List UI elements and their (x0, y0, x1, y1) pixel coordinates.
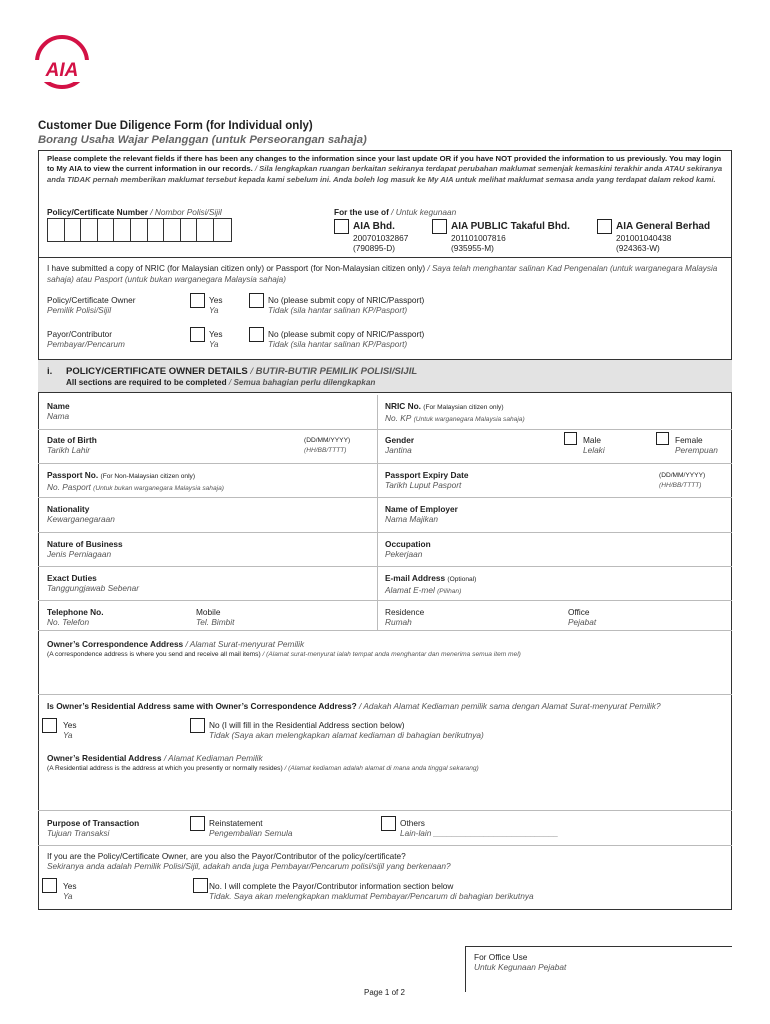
same-yes-checkbox[interactable] (42, 718, 57, 733)
aia-general-checkbox[interactable] (597, 219, 612, 234)
nationality-label: Nationality Kewarganegaraan (47, 504, 115, 524)
submitted-statement: I have submitted a copy of NRIC (for Malaysian citizen only) or Passport (for Non-Malaysian citizen only) / Saya telah menghantar salinan Kad Pengenalan (untuk warganegara Malaysia sahaja) atau Pasport (untuk bukan warganegara Malaysia sahaja) (47, 264, 718, 284)
payor-no-label: No (please submit copy of NRIC/Passport) Tidak (sila hantar salinan KP/Pasport) (268, 329, 425, 349)
section-note: All sections are required to be completed / Semua bahagian perlu dilengkapkan (66, 378, 376, 387)
aia-bhd-label: AIA Bhd. 200701032867 (790895-D) (353, 221, 409, 253)
office-use-label: For Office Use Untuk Kegunaan Pejabat (474, 952, 567, 972)
payor-yes-checkbox[interactable] (190, 327, 205, 342)
section-title: POLICY/CERTIFICATE OWNER DETAILS / BUTIR-BUTIR PEMILIK POLISI/SIJIL (66, 366, 418, 377)
row-divider (38, 566, 732, 567)
row-divider (38, 429, 732, 430)
mobile-label: Mobile Tel. Bimbit (196, 607, 235, 627)
same-address-question: Is Owner’s Residential Address same with Owner’s Correspondence Address? / Adakah Alamat Kediaman pemilik sama dengan Alamat Surat-menyurat Pemilik? (47, 701, 661, 711)
aia-logo (34, 34, 90, 90)
dob-format: (DD/MM/YYYY) (HH/BB/TTTT) (304, 437, 351, 454)
reinstatement-checkbox[interactable] (190, 816, 205, 831)
policy-number-input[interactable] (47, 218, 232, 242)
row-divider (38, 532, 732, 533)
aia-bhd-checkbox[interactable] (334, 219, 349, 234)
residence-label: Residence Rumah (385, 607, 425, 627)
owner-row-label: Policy/Certificate Owner Pemilik Polisi/Sijil (47, 295, 136, 315)
field-divider (377, 395, 378, 630)
row-divider (38, 630, 732, 631)
purpose-label: Purpose of Transaction Tujuan Transaksi (47, 818, 140, 838)
corr-address-input[interactable] (47, 662, 727, 692)
intro-text: Please complete the relevant fields if there has been any changes to the information since your last update OR if you have NOT provided the information to us previously. You may login to My AIA to view the current information in our records. / Sila lengkapkan ruangan berkaitan sekiranya terdapat perubahan maklumat semenjak kemaskini terakhir anda ATAU sekiranya anda TIDAK pernah memberikan maklumat tersebut kepada kami sebelum ini. Anda boleh log masuk ke My AIA untuk melihat maklumat semasa anda yang terdapat dalam rekod kami. (47, 154, 723, 184)
divider (38, 257, 732, 258)
owner-yes-checkbox[interactable] (190, 293, 205, 308)
owner-no-label: No (please submit copy of NRIC/Passport) Tidak (sila hantar salinan KP/Pasport) (268, 295, 425, 315)
name-label: Name Nama (47, 401, 70, 421)
occupation-label: Occupation Pekerjaan (385, 539, 431, 559)
female-label: Female Perempuan (675, 435, 718, 455)
aia-logo-icon (34, 34, 90, 90)
for-use-of-label: For the use of / Untuk kegunaan (334, 207, 457, 217)
res-address-label: Owner’s Residential Address / Alamat Kediaman Pemilik (47, 753, 263, 763)
payor-row-label: Payor/Contributor Pembayar/Pencarum (47, 329, 125, 349)
male-checkbox[interactable] (564, 432, 577, 445)
gender-label: Gender Jantina (385, 435, 415, 455)
aia-general-label: AIA General Berhad 201001040438 (924363-W) (616, 221, 711, 253)
payor-yes-label: Yes Ya (209, 329, 223, 349)
payor-no-checkbox[interactable] (249, 327, 264, 342)
telephone-label: Telephone No. No. Telefon (47, 607, 104, 627)
owner-no-checkbox[interactable] (249, 293, 264, 308)
payor-same-yes-checkbox[interactable] (42, 878, 57, 893)
same-yes-label: Yes Ya (63, 720, 77, 740)
row-divider (38, 600, 732, 601)
row-divider (38, 845, 732, 846)
passport-label: Passport No. (For Non-Malaysian citizen only) No. Pasport (Untuk bukan warganegara Malaysia sahaja) (47, 470, 224, 492)
business-label: Nature of Business Jenis Perniagaan (47, 539, 123, 559)
row-divider (38, 694, 732, 695)
form-subtitle: Borang Usaha Wajar Pelanggan (untuk Perseorangan sahaja) (38, 134, 367, 146)
res-address-input[interactable] (47, 776, 727, 806)
passport-expiry-format: (DD/MM/YYYY) (HH/BB/TTTT) (659, 472, 706, 489)
employer-label: Name of Employer Nama Majikan (385, 504, 458, 524)
svg-text:AIA: AIA (45, 60, 79, 81)
page-number: Page 1 of 2 (364, 988, 405, 997)
payor-question: If you are the Policy/Certificate Owner, are you also the Payor/Contributor of the policy/certificate? Sekiranya anda adalah Pemilik Polisi/Sijil, adakah anda juga Pembayar/Pencarum polisi/sijil yang berkenaan? (47, 851, 451, 871)
others-checkbox[interactable] (381, 816, 396, 831)
res-address-note: (A Residential address is the address at which you presently or normally resides) / (Alamat kediaman adalah alamat di mana anda tinggal sekarang) (47, 765, 479, 772)
email-label: E-mail Address (Optional) Alamat E-mel (Pilihan) (385, 573, 477, 595)
row-divider (38, 463, 732, 464)
policy-number-label: Policy/Certificate Number / Nombor Polisi/Sijil (47, 207, 222, 217)
corr-address-label: Owner’s Correspondence Address / Alamat Surat-menyurat Pemilik (47, 639, 305, 649)
payor-same-no-checkbox[interactable] (193, 878, 208, 893)
payor-same-yes-label: Yes Ya (63, 881, 77, 901)
reinstatement-label: Reinstatement Pengembalian Semula (209, 818, 293, 838)
payor-same-no-label: No. I will complete the Payor/Contributor information section below Tidak. Saya akan melengkapkan maklumat Pembayar/Pencarum di bahagian berikutnya (209, 881, 534, 901)
form-title: Customer Due Diligence Form (for Individual only) (38, 120, 313, 132)
others-label: Others Lain-lain ___________________________ (400, 818, 559, 838)
male-label: Male Lelaki (583, 435, 605, 455)
owner-yes-label: Yes Ya (209, 295, 223, 315)
aia-public-takaful-checkbox[interactable] (432, 219, 447, 234)
row-divider (38, 497, 732, 498)
same-no-label: No (I will fill in the Residential Address section below) Tidak (Saya akan melengkapkan alamat kediaman di bahagian berikutnya) (209, 720, 484, 740)
corr-address-note: (A correspondence address is where you send and receive all mail items) / (Alamat surat-menyurat ialah tempat anda menghantar dan menerima semua item mel) (47, 651, 521, 658)
aia-public-takaful-label: AIA PUBLIC Takaful Bhd. 201101007816 (935955-M) (451, 221, 570, 253)
same-no-checkbox[interactable] (190, 718, 205, 733)
office-label: Office Pejabat (568, 607, 597, 627)
nric-label: NRIC No. (For Malaysian citizen only) No. KP (Untuk warganegara Malaysia sahaja) (385, 401, 525, 423)
passport-expiry-label: Passport Expiry Date Tarikh Luput Pasport (385, 470, 469, 490)
duties-label: Exact Duties Tanggungjawab Sebenar (47, 573, 139, 593)
row-divider (38, 810, 732, 811)
section-number: i. (47, 366, 53, 377)
female-checkbox[interactable] (656, 432, 669, 445)
dob-label: Date of Birth Tarikh Lahir (47, 435, 97, 455)
